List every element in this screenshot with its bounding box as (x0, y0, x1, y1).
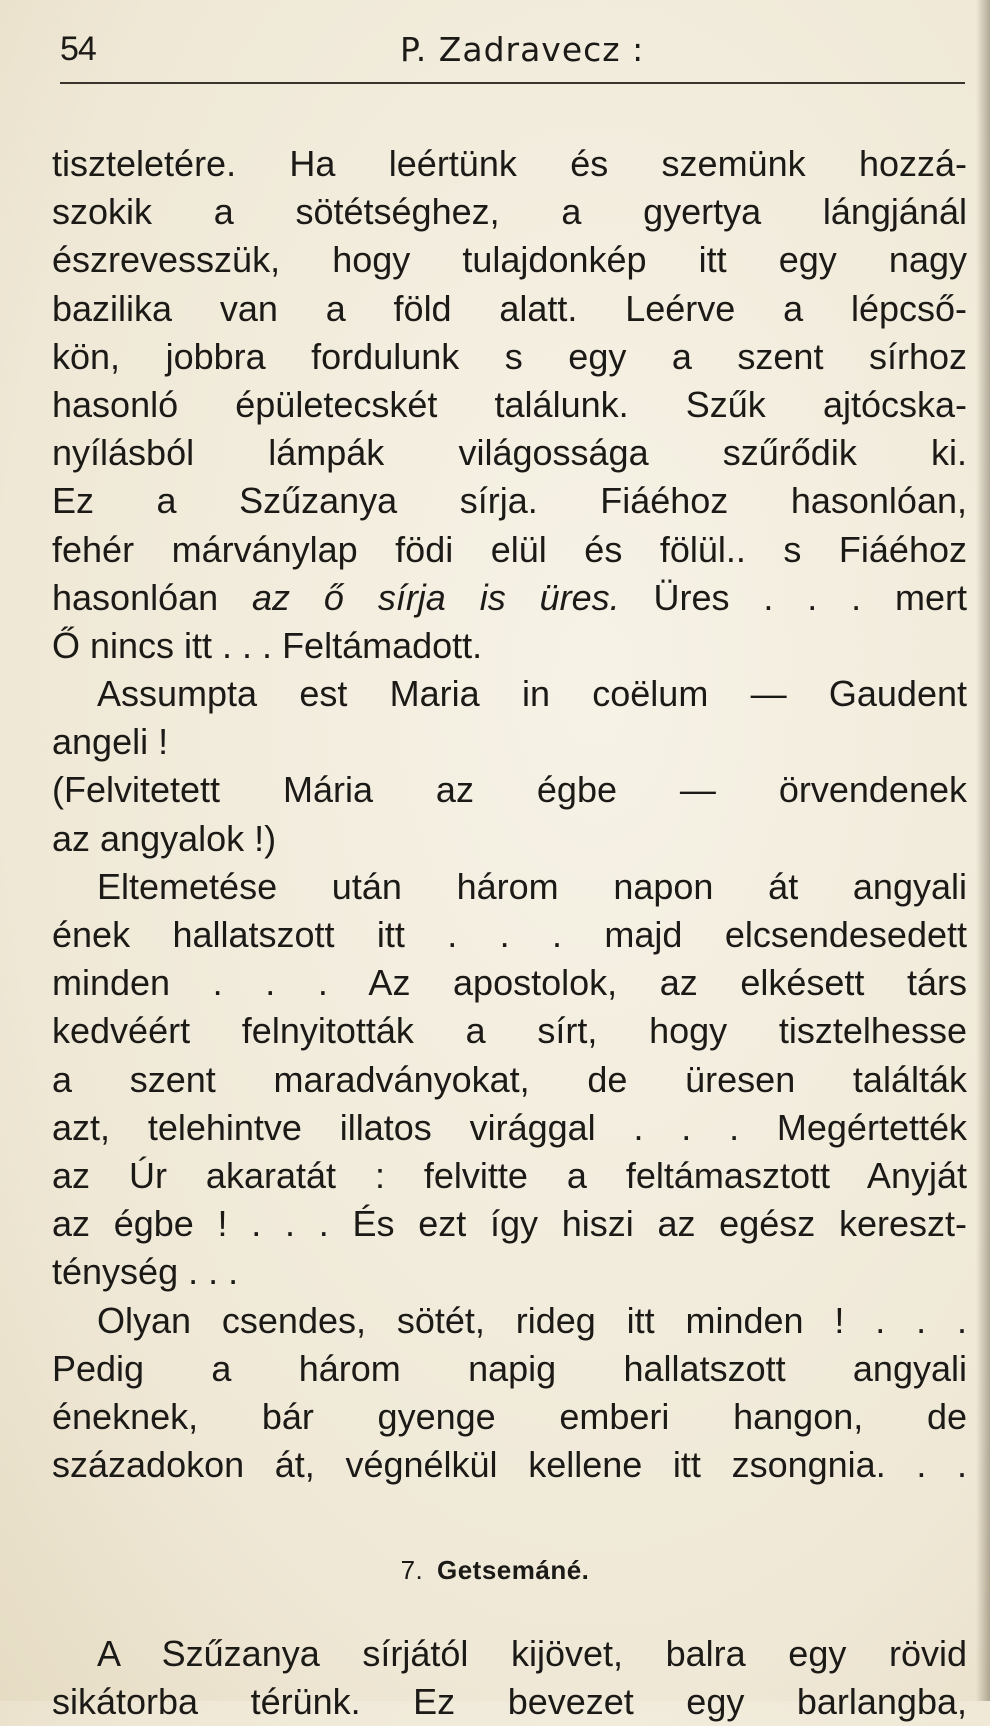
running-head: P. Zadravecz : (400, 30, 645, 69)
text-line: kön, jobbra fordulunk s egy a szent sírhoz (52, 335, 967, 377)
page-number: 54 (60, 30, 96, 68)
text-line: századokon át, végnélkül kellene itt zsongnia. . . (52, 1444, 967, 1486)
text-line-mixed (52, 574, 967, 622)
text-line: észrevesszük, hogy tulajdonkép itt egy nagy (52, 239, 967, 281)
text-line: Eltemetése után három napon át angyali (97, 865, 967, 907)
text-line: fehér márványlap födi elül és fölül.. s Fiáéhoz (52, 528, 967, 570)
text-line: Olyan csendes, sötét, rideg itt minden ! . . . (97, 1299, 967, 1341)
text-line: kedvéért felnyitották a sírt, hogy tisztelhesse (52, 1010, 967, 1052)
body-text (52, 140, 967, 1489)
text-line: ténység . . . (52, 1251, 239, 1293)
section-number: 7. (400, 1555, 424, 1585)
latin-quote-line: angeli ! (52, 721, 169, 763)
page-header (60, 30, 970, 90)
text-line: nyílásból lámpák világossága szűrődik ki. (52, 432, 967, 474)
text-line: minden . . . Az apostolok, az elkésett társ (52, 962, 967, 1004)
text-line: Ez a Szűzanya sírja. Fiáéhoz hasonlóan, (52, 480, 967, 522)
text-line: ének hallatszott itt . . . majd elcsendesedett (52, 914, 967, 955)
text-line: sikátorba térünk. Ez bevezet egy barlangba, (52, 1681, 967, 1723)
text-line: azt, telehintve illatos virággal . . . Megértették (52, 1106, 967, 1148)
page-edge-shadow (976, 0, 990, 1701)
text-line: Pedig a három napig hallatszott angyali (52, 1347, 967, 1389)
header-rule (60, 82, 965, 84)
section-heading (0, 1555, 990, 1586)
text-line: Ő nincs itt . . . Feltámadott. (52, 624, 483, 666)
text-line: szokik a sötétséghez, a gyertya lángjánál (52, 191, 967, 233)
text-line: tiszteletére. Ha leértünk és szemünk hozzá- (52, 143, 967, 184)
text-line: A Szűzanya sírjától kijövet, balra egy rövid (97, 1633, 967, 1674)
section-title: Getsemáné. (437, 1555, 590, 1585)
translation-line: (Felvitetett Mária az égbe — örvendenek (52, 769, 967, 811)
text-line: a szent maradványokat, de üresen találták (52, 1058, 967, 1100)
italic-phrase: az ő sírja is üres. (252, 576, 620, 618)
text-line: bazilika van a föld alatt. Leérve a lépcső- (52, 287, 967, 329)
text-line: az égbe ! . . . És ezt így hiszi az egész kereszt- (52, 1203, 967, 1245)
text-line: hasonló épületecskét találunk. Szűk ajtócska- (52, 383, 967, 425)
text-line: éneknek, bár gyenge emberi hangon, de (52, 1395, 967, 1437)
body-text-continued (52, 1630, 967, 1726)
text-line: az Úr akaratát : felvitte a feltámasztott Anyját (52, 1154, 967, 1196)
latin-quote-line: Assumpta est Maria in coëlum — Gaudent (97, 673, 967, 715)
text-run: Üres . . . mert (619, 576, 967, 618)
translation-line: az angyalok !) (52, 817, 277, 859)
text-run: hasonlóan (52, 576, 253, 618)
